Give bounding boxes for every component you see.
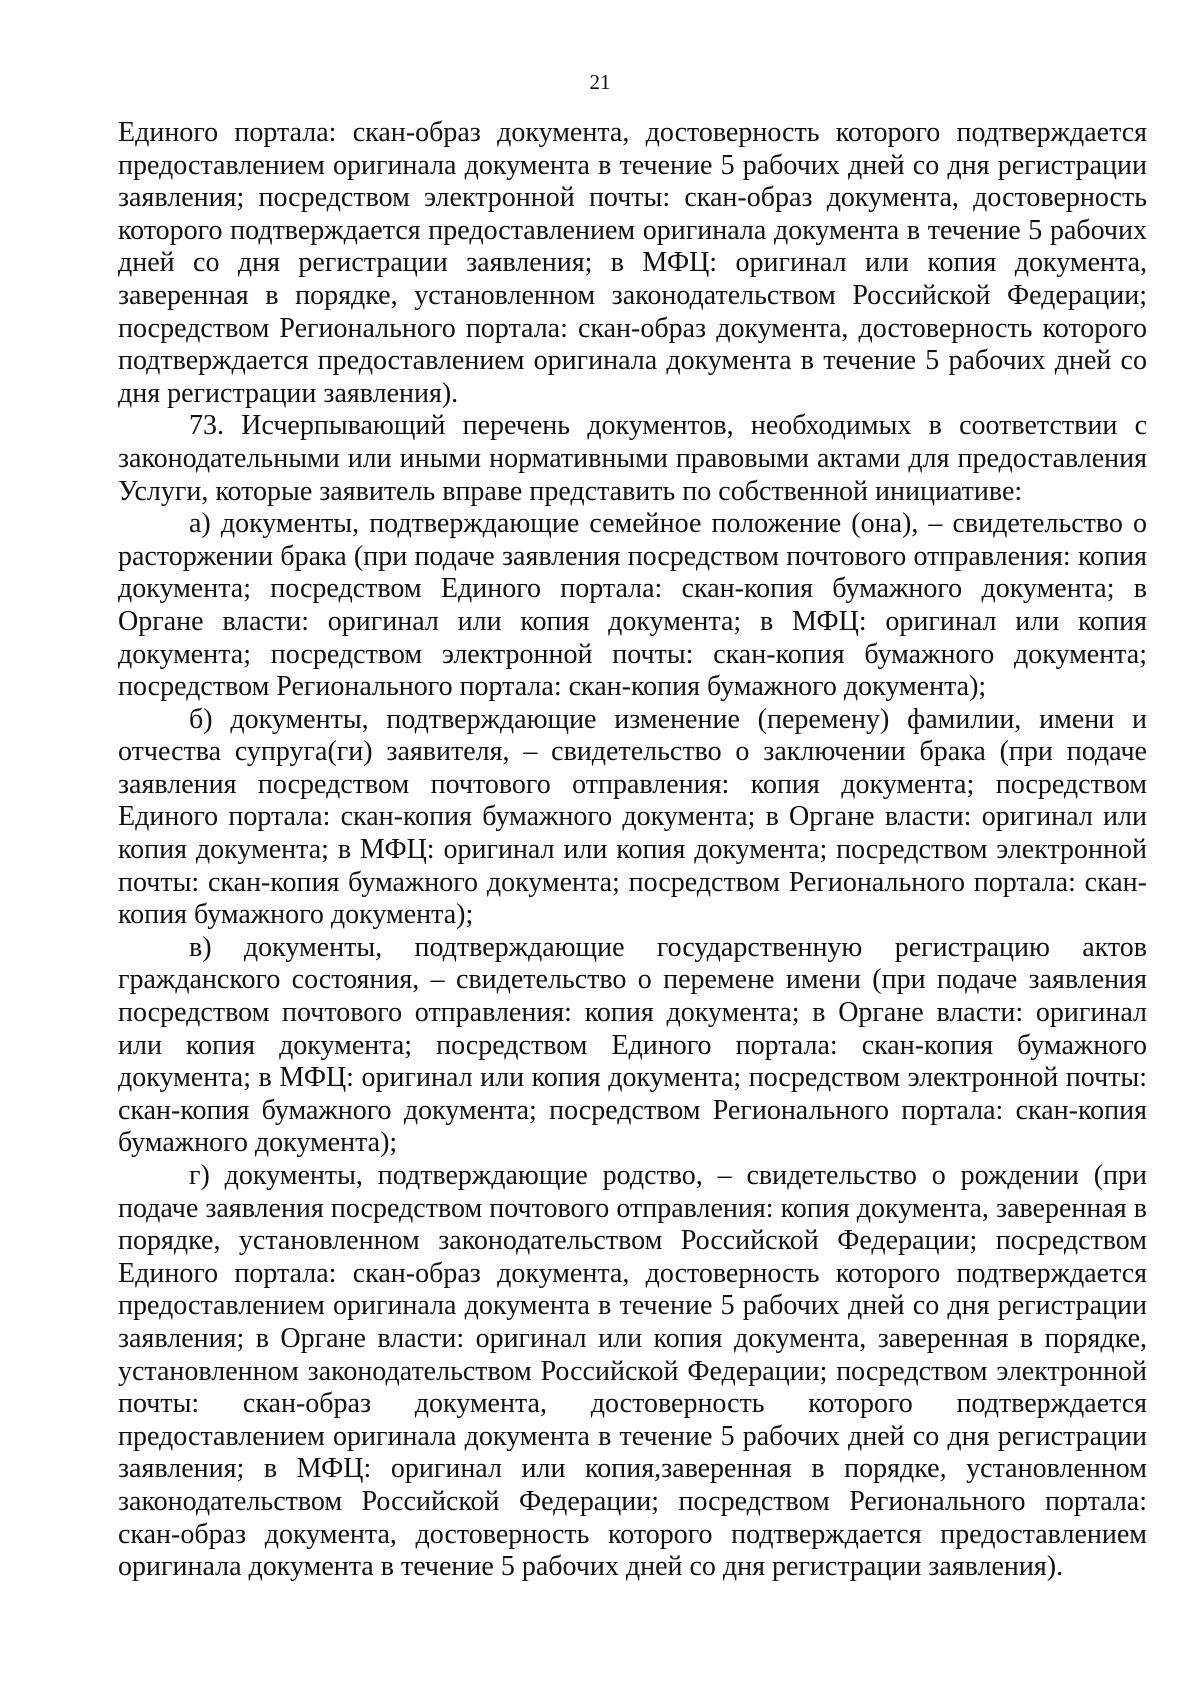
paragraph-item-73: 73. Исчерпывающий перечень документов, необходимых в соответствии с законодательными или иными нормативными правовыми актами для предоставления Услуги, которые заявитель вправе представить по собственной инициативе: [118, 410, 1147, 507]
document-body [118, 117, 1147, 1584]
paragraph-subitem-b: б) документы, подтверждающие изменение (перемену) фамилии, имени и отчества супруга(ги) заявителя, – свидетельство о заключении брака (при подаче заявления посредством почтового отправления: копия документа; посредством Единого портала: скан-копия бумажного документа; в Органе власти: оригинал или копия документа; в МФЦ: оригинал или копия документа; посредством электронной почты: скан-копия бумажного документа; посредством Регионального портала: скан-копия бумажного документа); [118, 703, 1147, 931]
paragraph-subitem-v: в) документы, подтверждающие государственную регистрацию актов гражданского состояния, – свидетельство о перемене имени (при подаче заявления посредством почтового отправления: копия документа; в Органе власти: оригинал или копия документа; посредством Единого портала: скан-копия бумажного документа; в МФЦ: оригинал или копия документа; посредством электронной почты: скан-копия бумажного документа; посредством Регионального портала: скан-копия бумажного документа); [118, 931, 1147, 1159]
paragraph-subitem-a: а) документы, подтверждающие семейное положение (она), – свидетельство о расторжении брака (при подаче заявления посредством почтового отправления: копия документа; посредством Единого портала: скан-копия бумажного документа; в Органе власти: оригинал или копия документа; в МФЦ: оригинал или копия документа; посредством электронной почты: скан-копия бумажного документа; посредством Регионального портала: скан-копия бумажного документа); [118, 508, 1147, 703]
paragraph-continuation: Единого портала: скан-образ документа, достоверность которого подтверждается предоставлением оригинала документа в течение 5 рабочих дней со дня регистрации заявления; посредством электронной почты: скан-образ документа, достоверность которого подтверждается предоставлением оригинала документа в течение 5 рабочих дней со дня регистрации заявления; в МФЦ: оригинал или копия документа, заверенная в порядке, установленном законодательством Российской Федерации; посредством Регионального портала: скан-образ документа, достоверность которого подтверждается предоставлением оригинала документа в течение 5 рабочих дней со дня регистрации заявления). [118, 117, 1147, 409]
paragraph-subitem-g: г) документы, подтверждающие родство, – свидетельство о рождении (при подаче заявления посредством почтового отправления: копия документа, заверенная в порядке, установленном законодательством Российской Федерации; посредством Единого портала: скан-образ документа, достоверность которого подтверждается предоставлением оригинала документа в течение 5 рабочих дней со дня регистрации заявления; в Органе власти: оригинал или копия документа, заверенная в порядке, установленном законодательством Российской Федерации; посредством электронной почты: скан-образ документа, достоверность которого подтверждается предоставлением оригинала документа в течение 5 рабочих дней со дня регистрации заявления; в МФЦ: оригинал или копия,заверенная в порядке, установленном законодательством Российской Федерации; посредством Регионального портала: скан-образ документа, достоверность которого подтверждается предоставлением оригинала документа в течение 5 рабочих дней со дня регистрации заявления). [118, 1160, 1147, 1583]
page-number: 21 [589, 70, 611, 94]
